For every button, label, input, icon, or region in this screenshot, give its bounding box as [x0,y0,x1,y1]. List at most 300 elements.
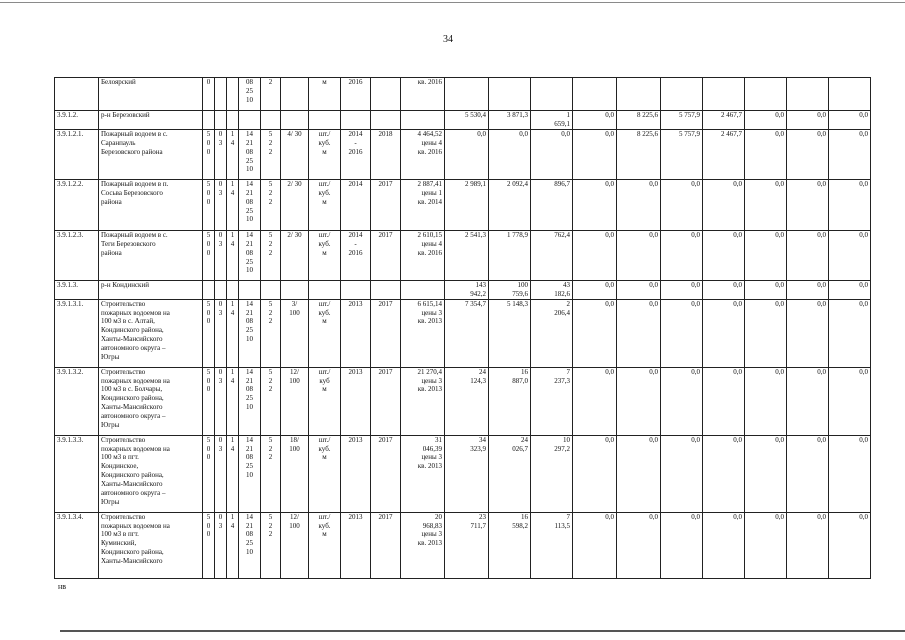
funding-value-line: 896,7 [554,179,570,188]
funding-value-line: 0,0 [859,230,868,239]
cell-row-number: 3.9.1.2.1. [55,129,99,179]
cell-funding-8 [745,129,787,179]
funding-value-line: 3 871,3 [507,111,528,119]
cell-funding-7 [703,435,745,512]
cell-code-digit-2: 0 3 [215,512,227,578]
cell-row-name: Строительство пожарных водоемов на 100 м3 в пгт. Кондинское, Кондинского района, Ханты-Мансийского автономного округа – Югры [99,435,203,512]
funding-value-line: 711,7 [470,521,486,530]
cell-funding-7 [703,299,745,367]
cell-funding-7 [703,111,745,130]
funding-value-line: 0,0 [775,111,784,119]
cell-unit: шт./ куб. м [309,129,341,179]
cell-funding-10 [829,280,871,299]
funding-value-line: 659,1 [554,119,570,128]
cell-funding-8 [745,280,787,299]
cell-funding-2 [489,111,531,130]
cell-estimated-cost: 31 046,39 цены 3 кв. 2013 [401,435,445,512]
cell-funding-6 [661,367,703,435]
funding-value-line: 0,0 [733,179,742,188]
cell-funding-1 [445,179,489,230]
cell-funding-6 [661,280,703,299]
funding-value-line: 0,0 [817,111,826,119]
cell-funding-1 [445,512,489,578]
cell-funding-6 [661,129,703,179]
funding-value-line: 762,4 [554,230,570,239]
cell-funding-10 [829,367,871,435]
cell-funding-3 [531,230,573,280]
funding-value-line: 0,0 [817,299,826,308]
cell-estimated-cost: 2 610,15 цены 4 кв. 2016 [401,230,445,280]
cell-code-group: 08 25 10 [239,78,261,111]
funding-value-line: 143 [475,280,486,289]
funding-value-line: 23 [479,512,486,521]
cell-code-digit-3: 1 4 [227,129,239,179]
funding-value-line: 10 [563,435,570,444]
cell-funding-3 [531,280,573,299]
funding-value-line: 0,0 [605,435,614,444]
funding-value-line: 5 148,3 [507,299,528,308]
cell-start-year: 2014 - 2016 [341,129,371,179]
cell-end-year [371,111,401,130]
funding-value-line: 7 354,7 [465,299,486,308]
cell-row-number: 3.9.1.3.1. [55,299,99,367]
cell-row-name: Пожарный водоем в п. Сосьва Березовского района [99,179,203,230]
cell-code-type [261,280,281,299]
cell-end-year: 2017 [371,512,401,578]
program-table [54,77,871,579]
funding-value-line: 8 225,6 [637,111,658,119]
cell-code-group: 14 21 08 25 10 [239,230,261,280]
cell-funding-9 [787,179,829,230]
funding-value-line: 0,0 [605,280,614,289]
funding-value-line: 0,0 [605,129,614,138]
cell-funding-4 [573,230,617,280]
funding-value-line: 43 [563,280,570,289]
table-row [55,367,871,435]
funding-value-line: 0,0 [691,230,700,239]
funding-value-line: 0,0 [649,230,658,239]
cell-funding-2 [489,280,531,299]
cell-funding-4 [573,111,617,130]
cell-code-digit-3: 1 4 [227,179,239,230]
funding-value-line: 0,0 [817,435,826,444]
cell-funding-2 [489,512,531,578]
cell-estimated-cost: кв. 2016 [401,78,445,111]
cell-code-digit-1: 5 0 0 [203,299,215,367]
cell-row-number: 3.9.1.2. [55,111,99,130]
funding-value-line: 0,0 [859,299,868,308]
cell-funding-5 [617,280,661,299]
funding-value-line: 0,0 [775,179,784,188]
cell-row-number: 3.9.1.3.3. [55,435,99,512]
funding-value-line: 0,0 [649,299,658,308]
cell-funding-2 [489,230,531,280]
cell-funding-6 [661,230,703,280]
cell-start-year: 2013 [341,299,371,367]
funding-value-line: 34 [479,435,486,444]
cell-funding-4 [573,78,617,111]
bottom-scan-rule [60,630,905,632]
funding-value-line: 0,0 [775,512,784,521]
cell-capacity: 18/ 100 [281,435,309,512]
cell-code-group [239,280,261,299]
cell-row-number: 3.9.1.3. [55,280,99,299]
cell-row-name: Пожарный водоем в с. Теги Березовского района [99,230,203,280]
table-body [55,78,871,579]
cell-funding-3 [531,179,573,230]
cell-capacity: 3/ 100 [281,299,309,367]
cell-funding-3 [531,299,573,367]
cell-funding-9 [787,230,829,280]
cell-funding-2 [489,435,531,512]
cell-funding-8 [745,299,787,367]
cell-funding-9 [787,512,829,578]
table-row [55,435,871,512]
cell-funding-1 [445,230,489,280]
cell-code-digit-2: 0 3 [215,129,227,179]
cell-funding-1 [445,78,489,111]
cell-code-digit-2 [215,111,227,130]
cell-code-digit-1: 5 0 0 [203,512,215,578]
funding-value-line: 0,0 [775,367,784,376]
funding-value-line: 0,0 [733,435,742,444]
cell-unit: шт./ куб. м [309,179,341,230]
cell-start-year [341,111,371,130]
funding-value-line: 0,0 [649,280,658,289]
cell-code-group: 14 21 08 25 10 [239,179,261,230]
cell-funding-10 [829,179,871,230]
table-row [55,512,871,578]
cell-funding-9 [787,111,829,130]
funding-value-line: 0,0 [817,230,826,239]
funding-value-line: 1 [566,111,570,119]
funding-value-line: 2 467,7 [721,111,742,119]
funding-value-line: 100 [517,280,528,289]
funding-value-line: 0,0 [691,299,700,308]
cell-funding-8 [745,367,787,435]
funding-value-line: 0,0 [775,299,784,308]
funding-value-line: 2 989,1 [465,179,486,188]
footer-note: нв [58,582,67,591]
funding-value-line: 0,0 [691,512,700,521]
cell-code-type [261,111,281,130]
cell-funding-10 [829,78,871,111]
cell-funding-4 [573,280,617,299]
funding-value-line: 0,0 [691,367,700,376]
cell-funding-8 [745,512,787,578]
cell-code-digit-2: 0 3 [215,299,227,367]
cell-capacity: 12/ 100 [281,512,309,578]
cell-code-digit-1: 5 0 0 [203,129,215,179]
cell-funding-6 [661,512,703,578]
cell-code-type: 2 [261,78,281,111]
cell-start-year [341,280,371,299]
cell-funding-2 [489,129,531,179]
funding-value-line: 0,0 [775,230,784,239]
cell-row-number: 3.9.1.2.2. [55,179,99,230]
cell-code-group: 14 21 08 25 10 [239,367,261,435]
funding-value-line: 0,0 [859,111,868,119]
cell-funding-7 [703,512,745,578]
cell-unit [309,111,341,130]
cell-end-year: 2017 [371,179,401,230]
cell-code-digit-1 [203,280,215,299]
funding-value-line: 0,0 [817,179,826,188]
cell-funding-8 [745,179,787,230]
cell-funding-9 [787,367,829,435]
cell-funding-3 [531,512,573,578]
funding-value-line: 0,0 [817,512,826,521]
cell-funding-1 [445,435,489,512]
cell-row-name: Строительство пожарных водоемов на 100 м3 в с. Болчары, Кондинского района, Ханты-Мансийского автономного округа – Югры [99,367,203,435]
funding-value-line: 2 467,7 [721,129,742,138]
cell-funding-8 [745,435,787,512]
cell-start-year: 2013 [341,512,371,578]
funding-value-line: 0,0 [733,230,742,239]
cell-funding-5 [617,299,661,367]
funding-value-line: 8 225,6 [637,129,658,138]
cell-capacity [281,78,309,111]
cell-funding-2 [489,78,531,111]
funding-value-line: 0,0 [605,367,614,376]
cell-funding-4 [573,299,617,367]
funding-value-line: 0,0 [649,435,658,444]
table-row [55,280,871,299]
cell-start-year: 2014 [341,179,371,230]
cell-funding-8 [745,230,787,280]
cell-funding-6 [661,299,703,367]
cell-code-type: 5 2 2 [261,230,281,280]
funding-value-line: 0,0 [859,512,868,521]
cell-funding-7 [703,230,745,280]
cell-end-year: 2017 [371,367,401,435]
funding-value-line: 0,0 [733,367,742,376]
cell-funding-4 [573,179,617,230]
cell-funding-2 [489,299,531,367]
funding-value-line: 0,0 [477,129,486,138]
cell-code-digit-2: 0 3 [215,179,227,230]
cell-funding-10 [829,299,871,367]
funding-value-line: 2 092,4 [507,179,528,188]
cell-funding-3 [531,129,573,179]
funding-value-line: 0,0 [859,367,868,376]
funding-value-line: 182,6 [554,289,570,298]
funding-value-line: 0,0 [775,435,784,444]
funding-value-line: 0,0 [859,129,868,138]
cell-row-name: р-н Кондинский [99,280,203,299]
cell-funding-10 [829,111,871,130]
cell-row-name: Пожарный водоем в с. Саранпауль Березовского района [99,129,203,179]
cell-funding-10 [829,230,871,280]
page-number: 34 [443,34,453,45]
funding-value-line: 0,0 [649,512,658,521]
cell-funding-10 [829,129,871,179]
cell-funding-5 [617,111,661,130]
funding-value-line: 237,3 [554,376,570,385]
cell-code-digit-2 [215,78,227,111]
cell-funding-1 [445,367,489,435]
funding-value-line: 0,0 [733,280,742,289]
table-row [55,111,871,130]
funding-value-line: 0,0 [733,512,742,521]
cell-estimated-cost: 4 464,52 цены 4 кв. 2016 [401,129,445,179]
cell-funding-9 [787,280,829,299]
funding-value-line: 0,0 [817,129,826,138]
cell-code-group: 14 21 08 25 10 [239,512,261,578]
funding-value-line: 7 [566,367,570,376]
top-scan-rule [0,2,905,3]
funding-value-line: 0,0 [605,512,614,521]
cell-funding-4 [573,512,617,578]
funding-value-line: 5 757,9 [679,129,700,138]
cell-start-year: 2013 [341,367,371,435]
cell-funding-7 [703,179,745,230]
funding-value-line: 2 [566,299,570,308]
cell-row-name: р-н Березовский [99,111,203,130]
funding-value-line: 297,2 [554,444,570,453]
funding-value-line: 5 757,9 [679,111,700,119]
funding-value-line: 0,0 [649,179,658,188]
cell-estimated-cost [401,280,445,299]
cell-end-year: 2018 [371,129,401,179]
cell-code-digit-1: 5 0 0 [203,435,215,512]
cell-end-year: 2017 [371,435,401,512]
cell-code-type: 5 2 2 [261,299,281,367]
cell-row-number: 3.9.1.3.2. [55,367,99,435]
cell-row-name: Строительство пожарных водоемов на 100 м3 в пгт. Куминский, Кондинского района, Ханты-Мансийского [99,512,203,578]
funding-value-line: 0,0 [605,230,614,239]
cell-end-year: 2017 [371,230,401,280]
cell-code-digit-2: 0 3 [215,367,227,435]
cell-funding-6 [661,435,703,512]
cell-funding-9 [787,435,829,512]
cell-estimated-cost: 2 887,41 цены 1 кв. 2014 [401,179,445,230]
cell-funding-4 [573,435,617,512]
funding-value-line: 0,0 [605,179,614,188]
funding-value-line: 5 530,4 [465,111,486,119]
cell-unit: шт./ куб. м [309,299,341,367]
funding-value-line: 0,0 [775,129,784,138]
funding-value-line: 942,2 [470,289,486,298]
cell-code-digit-2 [215,280,227,299]
cell-end-year [371,78,401,111]
cell-funding-3 [531,111,573,130]
cell-funding-9 [787,78,829,111]
funding-value-line: 887,0 [512,376,528,385]
cell-funding-4 [573,129,617,179]
cell-row-number: 3.9.1.2.3. [55,230,99,280]
cell-code-group: 14 21 08 25 10 [239,435,261,512]
cell-code-digit-1 [203,111,215,130]
cell-funding-5 [617,78,661,111]
cell-funding-5 [617,435,661,512]
funding-value-line: 0,0 [859,280,868,289]
cell-code-digit-1: 5 0 0 [203,179,215,230]
cell-funding-3 [531,78,573,111]
cell-funding-9 [787,299,829,367]
cell-code-digit-3: 1 4 [227,435,239,512]
cell-funding-1 [445,129,489,179]
cell-funding-7 [703,78,745,111]
cell-funding-2 [489,179,531,230]
cell-unit: м [309,78,341,111]
cell-start-year: 2016 [341,78,371,111]
cell-end-year [371,280,401,299]
funding-value-line: 0,0 [733,299,742,308]
funding-value-line: 124,3 [470,376,486,385]
cell-code-group [239,111,261,130]
funding-value-line: 0,0 [691,280,700,289]
funding-value-line: 0,0 [859,179,868,188]
cell-estimated-cost: 6 615,14 цены 3 кв. 2013 [401,299,445,367]
cell-funding-5 [617,512,661,578]
funding-value-line: 0,0 [817,280,826,289]
cell-code-type: 5 2 2 [261,512,281,578]
funding-value-line: 0,0 [605,111,614,119]
funding-value-line: 598,2 [512,521,528,530]
cell-unit: шт./ куб. м [309,435,341,512]
cell-unit [309,280,341,299]
funding-value-line: 113,5 [554,521,570,530]
cell-estimated-cost [401,111,445,130]
funding-value-line: 24 [521,435,528,444]
funding-value-line: 0,0 [691,179,700,188]
cell-funding-5 [617,367,661,435]
funding-value-line: 0,0 [691,435,700,444]
cell-funding-7 [703,367,745,435]
cell-code-digit-3: 1 4 [227,230,239,280]
funding-value-line: 16 [521,512,528,521]
funding-value-line: 0,0 [561,129,570,138]
funding-value-line: 16 [521,367,528,376]
funding-value-line: 0,0 [775,280,784,289]
cell-code-group: 14 21 08 25 10 [239,299,261,367]
table-row [55,230,871,280]
cell-funding-3 [531,367,573,435]
funding-value-line: 0,0 [605,299,614,308]
cell-row-number [55,78,99,111]
cell-funding-4 [573,367,617,435]
funding-value-line: 2 541,3 [465,230,486,239]
cell-unit: шт./ куб. м [309,512,341,578]
cell-funding-8 [745,111,787,130]
cell-funding-9 [787,129,829,179]
funding-value-line: 24 [479,367,486,376]
cell-start-year: 2014 - 2016 [341,230,371,280]
funding-value-line: 0,0 [817,367,826,376]
cell-code-group: 14 21 08 25 10 [239,129,261,179]
funding-value-line: 7 [566,512,570,521]
cell-funding-5 [617,129,661,179]
cell-capacity: 4/ 30 [281,129,309,179]
cell-funding-8 [745,78,787,111]
cell-row-number: 3.9.1.3.4. [55,512,99,578]
cell-estimated-cost: 21 270,4 цены 3 кв. 2013 [401,367,445,435]
cell-funding-10 [829,512,871,578]
cell-capacity: 12/ 100 [281,367,309,435]
cell-code-digit-1: 0 [203,78,215,111]
cell-funding-6 [661,179,703,230]
cell-row-name: Строительство пожарных водоемов на 100 м3 в с. Алтай, Кондинского района, Ханты-Мансийского автономного округа – Югры [99,299,203,367]
cell-code-digit-1: 5 0 0 [203,367,215,435]
cell-estimated-cost: 20 968,83 цены 3 кв. 2013 [401,512,445,578]
cell-funding-10 [829,435,871,512]
cell-unit: шт./ куб м [309,367,341,435]
cell-funding-1 [445,280,489,299]
cell-end-year: 2017 [371,299,401,367]
cell-code-digit-3: 1 4 [227,512,239,578]
funding-value-line: 0,0 [859,435,868,444]
